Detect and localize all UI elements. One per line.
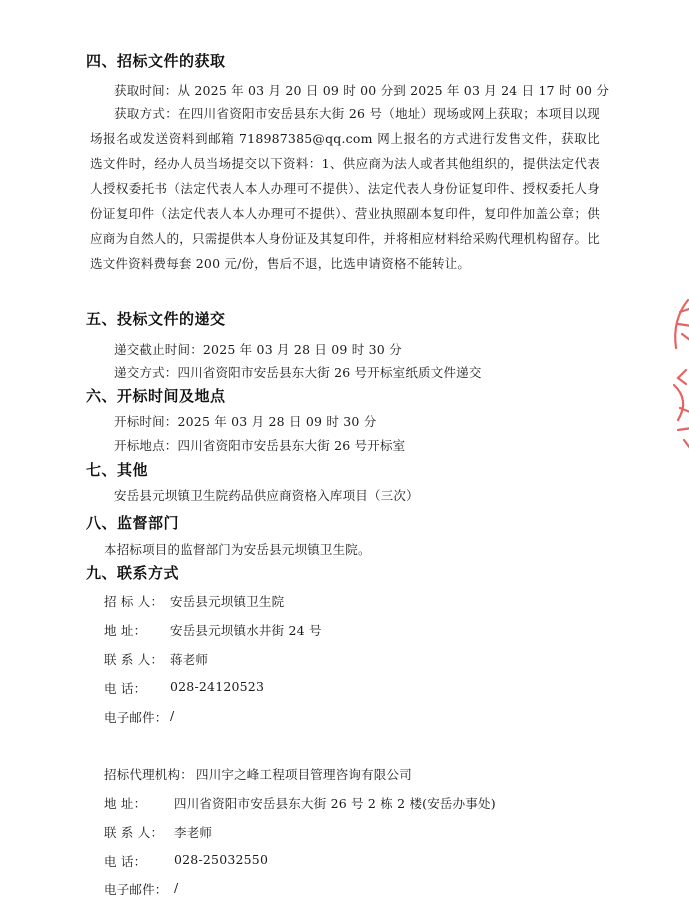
acquisition-method-paragraph: 获取方式：在四川省资阳市安岳县东大街 26 号（地址）现场或网上获取；本项目以现场报名或发送资料到邮箱 718987385@qq.com 网上报名的方式进行发售文件，获取比选文件时，经办人员当场提交以下资料：1、供应商为法人或者其他组织的，提供法定代表人授权委托书（法定代表人本人办理可不提供）、法定代表人身份证复印件、授权委托人身份证复印件（法定代表人本人办理可不提供）、营业执照副本复印件，复印件加盖公章；供应商为自然人的，只需提供本人身份证及其复印件，并将相应材料给采购代理机构留存。比选文件资料费每套 200 元/份，售后不退，比选申请资格不能转让。 — [90, 106, 600, 271]
acquisition-time: 获取时间：从 2025 年 03 月 20 日 09 时 00 分到 2025 年 03 月 24 日 17 时 00 分 — [114, 83, 610, 98]
agency-name-label: 招标代理机构： — [104, 767, 193, 782]
buyer-email: / — [170, 708, 175, 723]
buyer-name-label: 招 标 人： — [104, 594, 164, 609]
buyer-phone: 028-24120523 — [170, 679, 265, 694]
section-heading-other: 七、其他 — [86, 461, 149, 479]
agency-phone-label: 电 话： — [104, 854, 147, 869]
section-heading-acquisition: 四、招标文件的获取 — [86, 52, 226, 70]
submission-place: 递交方式：四川省资阳市安岳县东大街 26 号开标室纸质文件递交 — [114, 365, 482, 380]
buyer-contact: 蒋老师 — [170, 652, 209, 667]
agency-address-label: 地 址： — [104, 796, 147, 811]
agency-address: 四川省资阳市安岳县东大街 26 号 2 栋 2 楼(安岳办事处) — [174, 796, 496, 811]
agency-email: / — [174, 880, 179, 895]
supervision-text: 本招标项目的监督部门为安岳县元坝镇卫生院。 — [104, 542, 371, 557]
opening-time: 开标时间：2025 年 03 月 28 日 09 时 30 分 — [114, 414, 377, 429]
submission-deadline: 递交截止时间：2025 年 03 月 28 日 09 时 30 分 — [114, 342, 402, 357]
agency-contact: 李老师 — [174, 825, 213, 840]
agency-name: 四川宇之峰工程项目管理咨询有限公司 — [196, 767, 412, 782]
buyer-address-label: 地 址： — [104, 623, 147, 638]
project-name: 安岳县元坝镇卫生院药品供应商资格入库项目（三次） — [114, 488, 419, 503]
agency-contact-label: 联 系 人： — [104, 825, 164, 840]
section-heading-opening: 六、开标时间及地点 — [86, 387, 226, 405]
section-heading-supervision: 八、监督部门 — [86, 514, 180, 532]
buyer-address: 安岳县元坝镇水井街 24 号 — [170, 623, 322, 638]
seal-stamp-icon — [666, 290, 689, 460]
agency-phone: 028-25032550 — [174, 852, 269, 867]
opening-place: 开标地点：四川省资阳市安岳县东大街 26 号开标室 — [114, 438, 406, 453]
buyer-email-label: 电子邮件： — [104, 710, 168, 725]
buyer-contact-label: 联 系 人： — [104, 652, 164, 667]
section-heading-contact: 九、联系方式 — [86, 564, 180, 582]
buyer-phone-label: 电 话： — [104, 681, 147, 696]
buyer-name: 安岳县元坝镇卫生院 — [170, 594, 285, 609]
agency-email-label: 电子邮件： — [104, 882, 168, 897]
section-heading-submission: 五、投标文件的递交 — [86, 310, 226, 328]
